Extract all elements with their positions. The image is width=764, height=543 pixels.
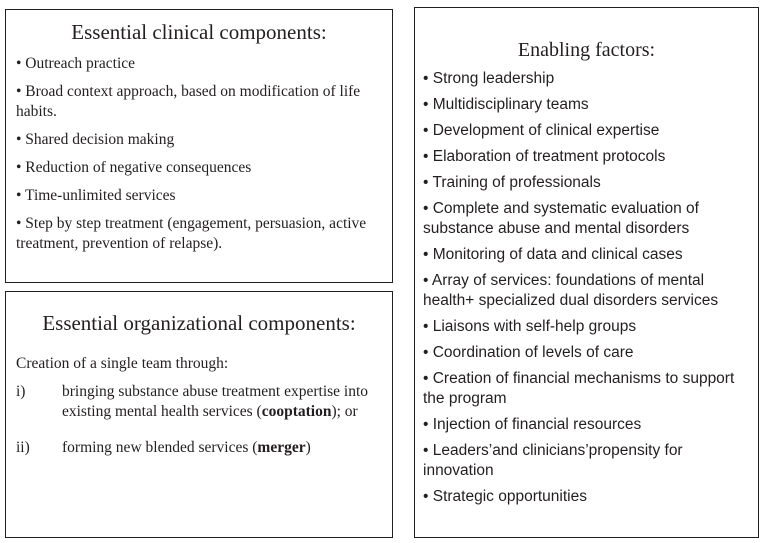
list-item: • Strong leadership [423,70,555,87]
option-merger [16,438,382,458]
organizational-intro: Creation of a single team through: [16,355,229,372]
enabling-factors-box [414,7,759,538]
enabling-factors-list [415,69,758,507]
list-item: • Multidisciplinary teams [423,96,589,113]
option-text [62,382,382,422]
list-item: • Time-unlimited services [16,187,176,204]
option-text-before: bringing substance abuse treatment expertise into existing mental health services ( [62,383,369,420]
list-item: • Training of professionals [423,174,601,191]
clinical-components-list [6,54,392,254]
list-item: • Liaisons with self-help groups [423,318,637,335]
clinical-components-title: Essential clinical components: [71,20,327,44]
list-item: • Strategic opportunities [423,488,587,505]
list-item: • Elaboration of treatment protocols [423,148,666,165]
option-text-after: ); or [331,403,358,420]
option-text [62,438,382,458]
list-item: • Leaders’and clinicians’propensity for innovation [423,442,683,479]
list-item: • Reduction of negative consequences [16,159,252,176]
option-number: ii) [16,439,30,456]
list-item: • Injection of financial resources [423,416,642,433]
list-item: • Outreach practice [16,55,136,72]
list-item: • Complete and systematic evaluation of substance abuse and mental disorders [423,200,699,237]
option-number: i) [16,383,26,400]
list-item: • Coordination of levels of care [423,344,634,361]
option-cooptation [16,382,382,422]
option-bold-term: cooptation [261,403,332,420]
list-item: • Broad context approach, based on modification of life habits. [16,83,361,120]
enabling-factors-title: Enabling factors: [517,39,656,61]
option-bold-term: merger [257,439,306,456]
list-item: • Step by step treatment (engagement, persuasion, active treatment, prevention of relapse). [16,215,367,252]
organizational-components-box [5,291,393,538]
organizational-components-title: Essential organizational components: [42,311,356,335]
list-item: • Array of services: foundations of mental health+ specialized dual disorders services [423,272,719,309]
option-text-before: forming new blended services ( [62,439,258,456]
option-text-after: ) [305,439,311,456]
list-item: • Development of clinical expertise [423,122,660,139]
list-item: • Shared decision making [16,131,175,148]
clinical-components-box [5,9,393,283]
list-item: • Monitoring of data and clinical cases [423,246,683,263]
list-item: • Creation of financial mechanisms to support the program [423,370,735,407]
